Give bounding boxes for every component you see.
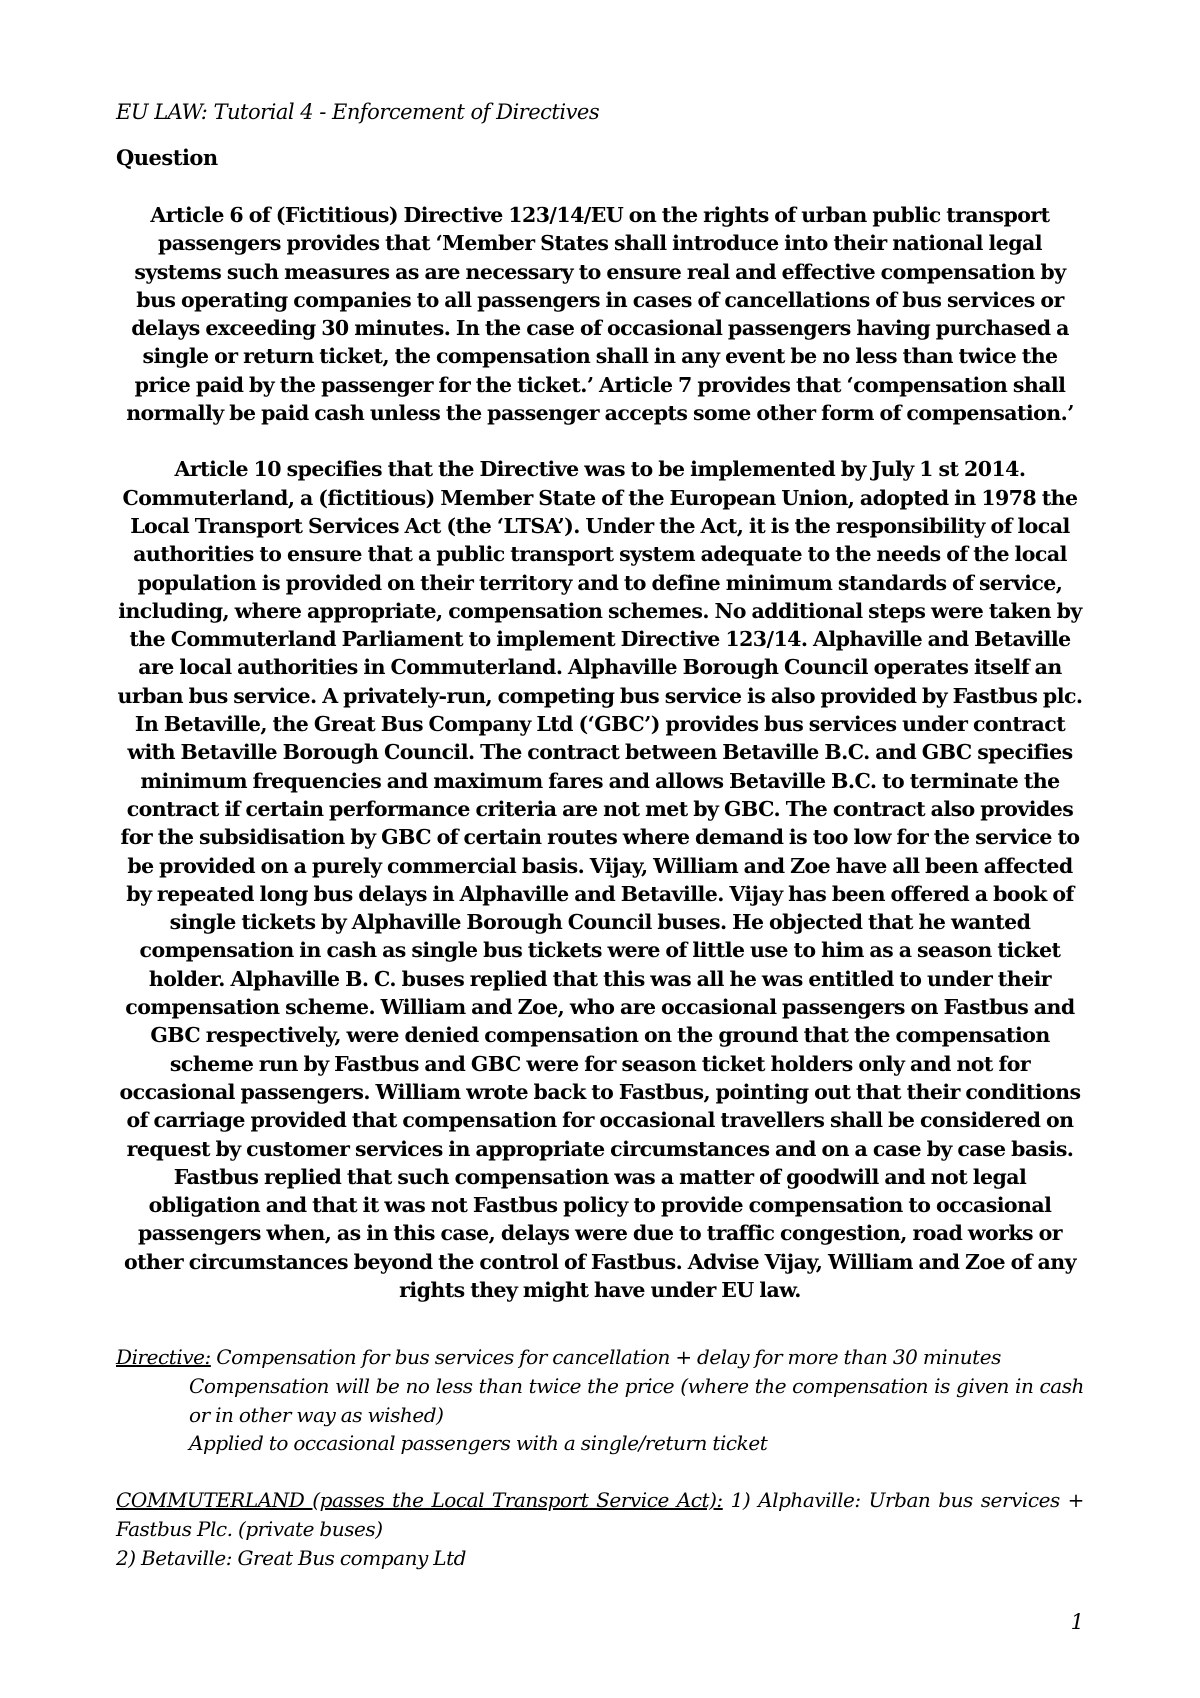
directive-note-line-2: Compensation will be no less than twice the price (where the compensation is given in cash or in other way as wished)	[189, 1373, 1084, 1427]
notes-spacer	[116, 1458, 1084, 1486]
commuterland-note-line-2: 2) Betaville: Great Bus company Ltd	[116, 1545, 467, 1570]
question-heading: Question	[116, 145, 218, 170]
question-paragraph-scenario: Article 10 specifies that the Directive was to be implemented by July 1 st 2014. Commuterland, a (fictitious) Member State of the European Union, adopted in 1978 the Local Transport Services Act (the ‘LTSA’). Under the Act, it is the responsibility of local authorities to ensure that a public transport system adequate to the needs of the local population is provided on their territory and to define minimum standards of service, including, where appropriate, compensation schemes. No additional steps were taken by the Commuterland Parliament to implement Directive 123/14. Alphaville and Betaville are local authorities in Commuterland. Alphaville Borough Council operates itself an urban bus service. A privately-run, competing bus service is also provided by Fastbus plc. In Betaville, the Great Bus Company Ltd (‘GBC’) provides bus services under contract with Betaville Borough Council. The contract between Betaville B.C. and GBC specifies minimum frequencies and maximum fares and allows Betaville B.C. to terminate the contract if certain performance criteria are not met by GBC. The contract also provides for the subsidisation by GBC of certain routes where demand is too low for the service to be provided on a purely commercial basis. Vijay, William and Zoe have all been affected by repeated long bus delays in Alphaville and Betaville. Vijay has been offered a book of single tickets by Alphaville Borough Council buses. He objected that he wanted compensation in cash as single bus tickets were of little use to him as a season ticket holder. Alphaville B. C. buses replied that this was all he was entitled to under their compensation scheme. William and Zoe, who are occasional passengers on Fastbus and GBC respectively, were denied compensation on the ground that the compensation scheme run by Fastbus and GBC were for season ticket holders only and not for occasional passengers. William wrote back to Fastbus, pointing out that their conditions of carriage provided that compensation for occasional travellers shall be considered on request by customer services in appropriate circumstances and on a case by case basis. Fastbus replied that such compensation was a matter of goodwill and not legal obligation and that it was not Fastbus policy to provide compensation to occasional passengers when, as in this case, delays were due to traffic congestion, road works or other circumstances beyond the control of Fastbus. Advise Vijay, William and Zoe of any rights they might have under EU law.	[117, 457, 1083, 1302]
question-body	[116, 201, 1084, 1332]
study-notes	[116, 1343, 1084, 1573]
commuterland-label: COMMUTERLAND (passes the Local Transport Service Act):	[116, 1488, 723, 1513]
question-paragraph-articles-6-7: Article 6 of (Fictitious) Directive 123/14/EU on the rights of urban public transport passengers provides that ‘Member States shall introduce into their national legal systems such measures as are necessary to ensure real and effective compensation by bus operating companies to all passengers in cases of cancellations of bus services or delays exceeding 30 minutes. In the case of occasional passengers having purchased a single or return ticket, the compensation shall in any event be no less than twice the price paid by the passenger for the ticket.’ Article 7 provides that ‘compensation shall normally be paid cash unless the passenger accepts some other form of compensation.’	[126, 203, 1074, 426]
directive-note-line-3: Applied to occasional passengers with a single/return ticket	[189, 1431, 768, 1456]
directive-summary: Compensation for bus services for cancellation + delay for more than 30 minutes	[210, 1345, 1001, 1369]
commuterland-alphaville: 1) Alphaville: Urban bus services + Fastbus Plc. (private buses)	[116, 1488, 1084, 1541]
document-title: EU LAW: Tutorial 4 - Enforcement of Directives	[116, 100, 600, 124]
directive-label: Directive:	[116, 1345, 211, 1369]
commuterland-note-line-1	[116, 1486, 1084, 1544]
directive-note-line-1	[116, 1343, 1084, 1372]
page-number: 1	[1070, 1610, 1084, 1634]
